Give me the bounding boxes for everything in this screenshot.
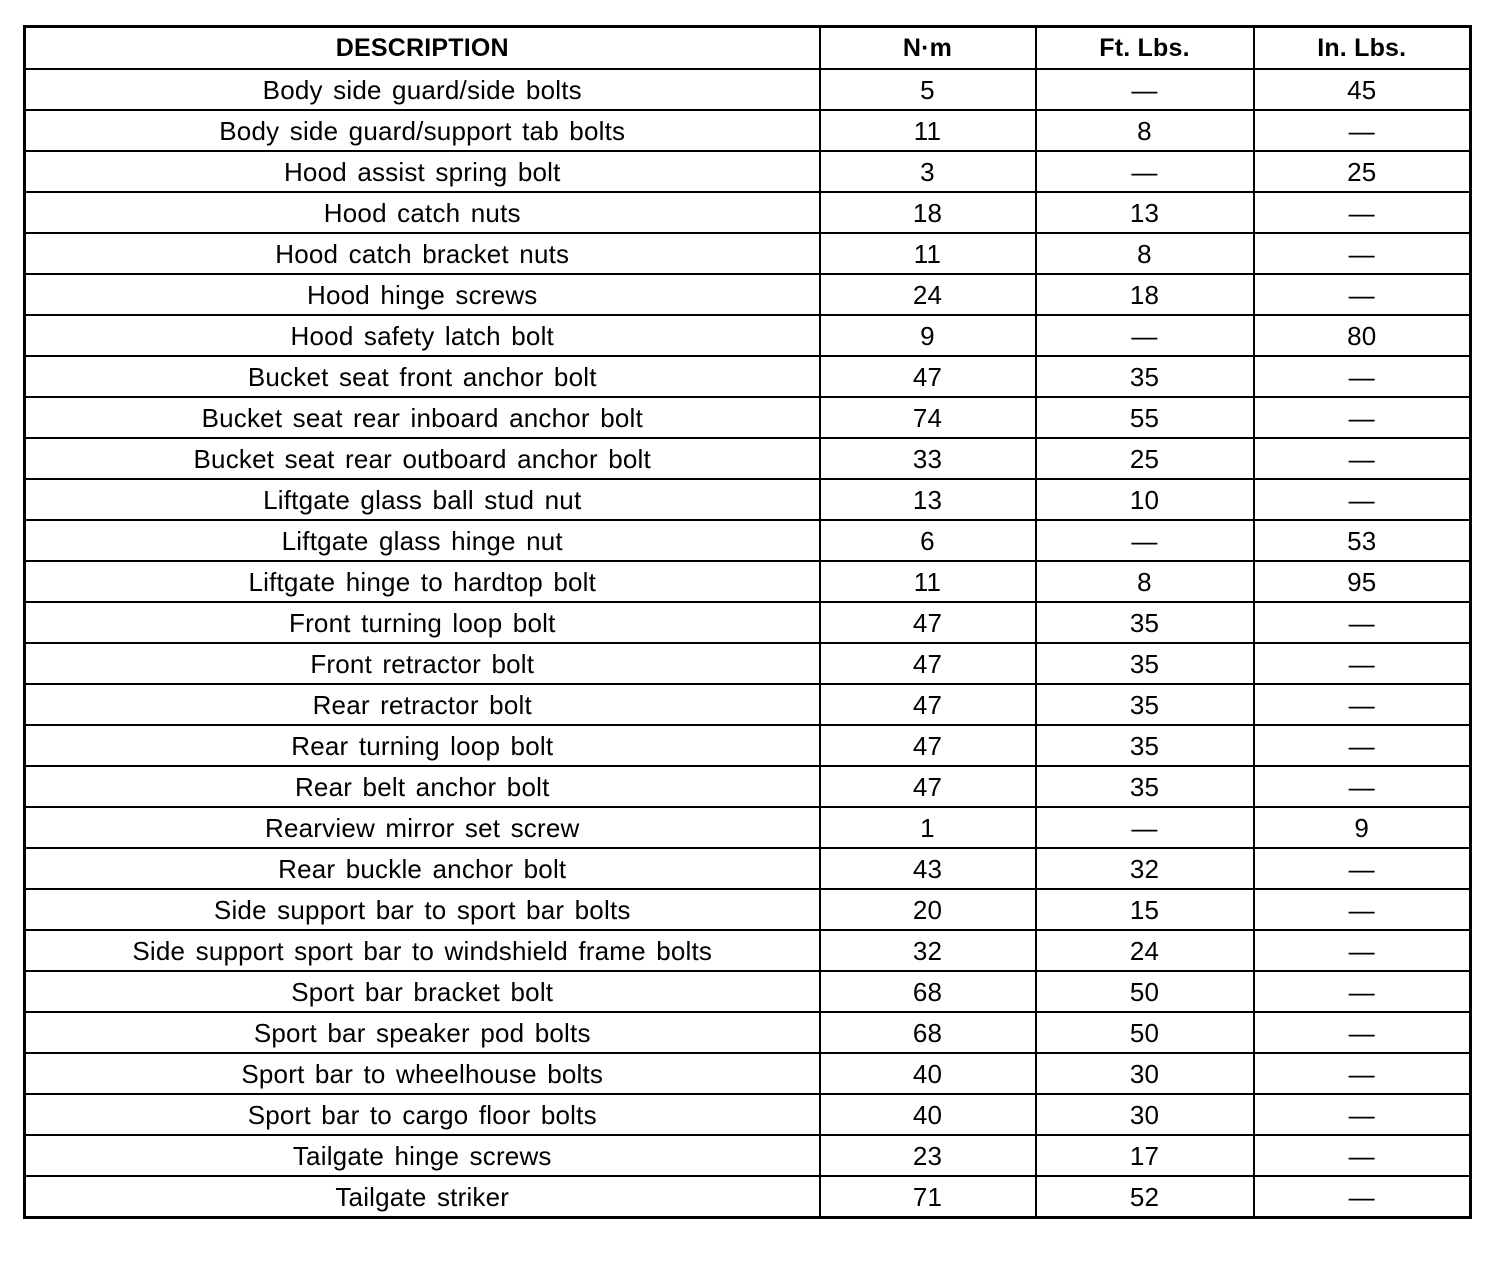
cell-description: Rear buckle anchor bolt — [25, 848, 820, 889]
cell-description: Side support sport bar to windshield frame bolts — [25, 930, 820, 971]
cell-nm: 43 — [820, 848, 1036, 889]
table-row — [25, 684, 1471, 725]
cell-description: Bucket seat rear inboard anchor bolt — [25, 397, 820, 438]
cell-description: Liftgate glass ball stud nut — [25, 479, 820, 520]
cell-ft-lbs: 30 — [1036, 1053, 1254, 1094]
cell-ft-lbs: 52 — [1036, 1176, 1254, 1218]
cell-in-lbs: 53 — [1254, 520, 1471, 561]
table-row — [25, 1053, 1471, 1094]
header-ft-lbs: Ft. Lbs. — [1036, 27, 1254, 70]
cell-nm: 47 — [820, 356, 1036, 397]
table-row — [25, 889, 1471, 930]
cell-ft-lbs: 50 — [1036, 971, 1254, 1012]
cell-in-lbs: — — [1254, 1094, 1471, 1135]
cell-nm: 11 — [820, 233, 1036, 274]
cell-in-lbs: — — [1254, 1176, 1471, 1218]
cell-ft-lbs: 15 — [1036, 889, 1254, 930]
table-row — [25, 848, 1471, 889]
table-body — [25, 69, 1471, 1218]
cell-description: Hood safety latch bolt — [25, 315, 820, 356]
table-row — [25, 807, 1471, 848]
cell-nm: 47 — [820, 725, 1036, 766]
cell-in-lbs: — — [1254, 930, 1471, 971]
cell-description: Body side guard/side bolts — [25, 69, 820, 110]
cell-in-lbs: — — [1254, 479, 1471, 520]
cell-ft-lbs: 8 — [1036, 110, 1254, 151]
table-row — [25, 192, 1471, 233]
cell-description: Front turning loop bolt — [25, 602, 820, 643]
table-row — [25, 315, 1471, 356]
table-row — [25, 356, 1471, 397]
torque-spec-sheet — [23, 25, 1469, 1219]
cell-in-lbs: — — [1254, 110, 1471, 151]
cell-nm: 68 — [820, 1012, 1036, 1053]
cell-ft-lbs: 35 — [1036, 725, 1254, 766]
table-row — [25, 1012, 1471, 1053]
cell-description: Bucket seat front anchor bolt — [25, 356, 820, 397]
table-row — [25, 151, 1471, 192]
cell-description: Sport bar to wheelhouse bolts — [25, 1053, 820, 1094]
cell-in-lbs: — — [1254, 1135, 1471, 1176]
cell-description: Side support bar to sport bar bolts — [25, 889, 820, 930]
cell-ft-lbs: 8 — [1036, 561, 1254, 602]
torque-spec-table — [23, 25, 1472, 1219]
cell-nm: 47 — [820, 643, 1036, 684]
cell-nm: 40 — [820, 1053, 1036, 1094]
cell-in-lbs: — — [1254, 356, 1471, 397]
cell-in-lbs: — — [1254, 971, 1471, 1012]
cell-description: Hood hinge screws — [25, 274, 820, 315]
cell-in-lbs: 45 — [1254, 69, 1471, 110]
cell-description: Liftgate hinge to hardtop bolt — [25, 561, 820, 602]
cell-description: Sport bar bracket bolt — [25, 971, 820, 1012]
cell-ft-lbs: 35 — [1036, 602, 1254, 643]
cell-nm: 20 — [820, 889, 1036, 930]
cell-nm: 5 — [820, 69, 1036, 110]
cell-ft-lbs: 50 — [1036, 1012, 1254, 1053]
cell-ft-lbs: 35 — [1036, 356, 1254, 397]
cell-description: Front retractor bolt — [25, 643, 820, 684]
cell-nm: 32 — [820, 930, 1036, 971]
header-row — [25, 27, 1471, 70]
cell-description: Hood catch nuts — [25, 192, 820, 233]
cell-in-lbs: 9 — [1254, 807, 1471, 848]
cell-description: Hood assist spring bolt — [25, 151, 820, 192]
header-in-lbs: In. Lbs. — [1254, 27, 1471, 70]
cell-ft-lbs: 17 — [1036, 1135, 1254, 1176]
table-row — [25, 1135, 1471, 1176]
table-row — [25, 643, 1471, 684]
cell-description: Rear belt anchor bolt — [25, 766, 820, 807]
cell-in-lbs: — — [1254, 684, 1471, 725]
cell-ft-lbs: — — [1036, 807, 1254, 848]
cell-ft-lbs: 35 — [1036, 766, 1254, 807]
cell-description: Body side guard/support tab bolts — [25, 110, 820, 151]
table-row — [25, 479, 1471, 520]
cell-nm: 6 — [820, 520, 1036, 561]
cell-in-lbs: — — [1254, 1012, 1471, 1053]
cell-nm: 74 — [820, 397, 1036, 438]
cell-nm: 68 — [820, 971, 1036, 1012]
table-row — [25, 971, 1471, 1012]
cell-nm: 3 — [820, 151, 1036, 192]
cell-description: Rear turning loop bolt — [25, 725, 820, 766]
table-row — [25, 69, 1471, 110]
cell-description: Liftgate glass hinge nut — [25, 520, 820, 561]
cell-in-lbs: — — [1254, 602, 1471, 643]
cell-ft-lbs: 35 — [1036, 643, 1254, 684]
cell-ft-lbs: 10 — [1036, 479, 1254, 520]
table-row — [25, 233, 1471, 274]
cell-in-lbs: — — [1254, 274, 1471, 315]
cell-ft-lbs: — — [1036, 69, 1254, 110]
table-row — [25, 930, 1471, 971]
cell-nm: 24 — [820, 274, 1036, 315]
cell-nm: 1 — [820, 807, 1036, 848]
cell-in-lbs: 95 — [1254, 561, 1471, 602]
cell-nm: 23 — [820, 1135, 1036, 1176]
cell-description: Rear retractor bolt — [25, 684, 820, 725]
cell-in-lbs: — — [1254, 848, 1471, 889]
cell-description: Rearview mirror set screw — [25, 807, 820, 848]
cell-in-lbs: — — [1254, 192, 1471, 233]
cell-nm: 13 — [820, 479, 1036, 520]
cell-ft-lbs: 30 — [1036, 1094, 1254, 1135]
cell-ft-lbs: 25 — [1036, 438, 1254, 479]
table-row — [25, 274, 1471, 315]
cell-in-lbs: 80 — [1254, 315, 1471, 356]
cell-nm: 40 — [820, 1094, 1036, 1135]
cell-in-lbs: — — [1254, 1053, 1471, 1094]
cell-ft-lbs: — — [1036, 151, 1254, 192]
table-row — [25, 766, 1471, 807]
table-row — [25, 110, 1471, 151]
cell-in-lbs: — — [1254, 643, 1471, 684]
cell-ft-lbs: — — [1036, 520, 1254, 561]
cell-description: Tailgate hinge screws — [25, 1135, 820, 1176]
cell-ft-lbs: 55 — [1036, 397, 1254, 438]
cell-ft-lbs: 18 — [1036, 274, 1254, 315]
cell-nm: 9 — [820, 315, 1036, 356]
table-row — [25, 1094, 1471, 1135]
table-row — [25, 602, 1471, 643]
cell-in-lbs: — — [1254, 889, 1471, 930]
cell-description: Tailgate striker — [25, 1176, 820, 1218]
header-description: DESCRIPTION — [25, 27, 820, 70]
cell-description: Hood catch bracket nuts — [25, 233, 820, 274]
cell-in-lbs: — — [1254, 725, 1471, 766]
cell-ft-lbs: — — [1036, 315, 1254, 356]
cell-nm: 47 — [820, 602, 1036, 643]
cell-nm: 71 — [820, 1176, 1036, 1218]
cell-description: Sport bar to cargo floor bolts — [25, 1094, 820, 1135]
cell-description: Sport bar speaker pod bolts — [25, 1012, 820, 1053]
table-row — [25, 520, 1471, 561]
cell-nm: 33 — [820, 438, 1036, 479]
cell-in-lbs: — — [1254, 438, 1471, 479]
table-row — [25, 1176, 1471, 1218]
header-nm: N·m — [820, 27, 1036, 70]
cell-in-lbs: — — [1254, 397, 1471, 438]
cell-ft-lbs: 35 — [1036, 684, 1254, 725]
cell-ft-lbs: 32 — [1036, 848, 1254, 889]
table-row — [25, 725, 1471, 766]
cell-nm: 11 — [820, 561, 1036, 602]
table-header — [25, 27, 1471, 70]
cell-in-lbs: 25 — [1254, 151, 1471, 192]
table-row — [25, 438, 1471, 479]
table-row — [25, 561, 1471, 602]
cell-description: Bucket seat rear outboard anchor bolt — [25, 438, 820, 479]
cell-in-lbs: — — [1254, 233, 1471, 274]
cell-nm: 47 — [820, 684, 1036, 725]
table-row — [25, 397, 1471, 438]
cell-ft-lbs: 24 — [1036, 930, 1254, 971]
cell-ft-lbs: 8 — [1036, 233, 1254, 274]
cell-nm: 47 — [820, 766, 1036, 807]
cell-nm: 11 — [820, 110, 1036, 151]
cell-ft-lbs: 13 — [1036, 192, 1254, 233]
cell-in-lbs: — — [1254, 766, 1471, 807]
cell-nm: 18 — [820, 192, 1036, 233]
